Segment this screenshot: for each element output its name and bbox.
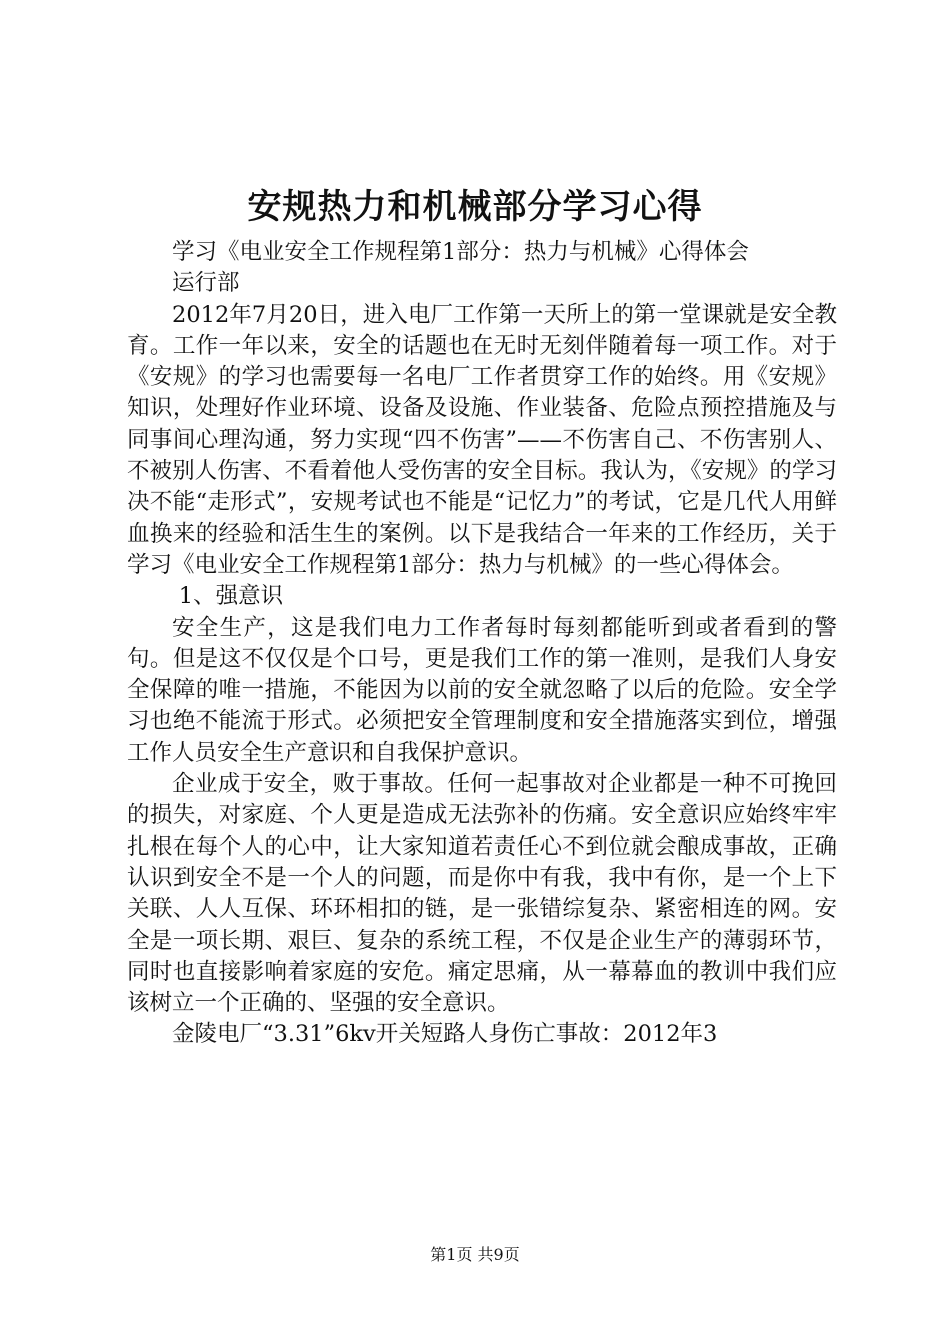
section-heading: 1、强意识 bbox=[178, 583, 284, 610]
subtitle-paragraph: 学习《电业安全工作规程第1部分：热力与机械》心得体会 bbox=[172, 239, 749, 265]
body-paragraph: 企业成于安全，败于事故。任何一起事故对企业都是一种不可挽回的损失，对家庭、个人更是造成无法弥补的伤痛。安全意识应始终牢牢扎根在每个人的心中，让大家知道若责任心不到位就会酿成事故，正确认识到安全不是一个人的问题，而是你中有我，我中有你，是一个上下关联、人人互保、环环相扣的链，是一张错综复杂、紧密相连的网。安全是一项长期、艰巨、复杂的系统工程，不仅是企业生产的薄弱环节，同时也直接影响着家庭的安危。痛定思痛，从一幕幕血的教训中我们应该树立一个正确的、坚强的安全意识。 bbox=[127, 771, 837, 1017]
document-body bbox=[127, 237, 837, 1051]
body-paragraph: 安全生产，这是我们电力工作者每时每刻都能听到或者看到的警句。但是这不仅仅是个口号，更是我们工作的第一准则，是我们人身安全保障的唯一措施，不能因为以前的安全就忽略了以后的危险。安全学习也绝不能流于形式。必须把安全管理制度和安全措施落实到位，增强工作人员安全生产意识和自我保护意识。 bbox=[127, 614, 837, 766]
page-footer: 第1页 共9页 bbox=[430, 1245, 520, 1264]
page-title: 安规热力和机械部分学习心得 bbox=[247, 187, 703, 227]
department-paragraph: 运行部 bbox=[172, 270, 240, 297]
body-paragraph: 金陵电厂“3.31”6kv开关短路人身伤亡事故：2012年3 bbox=[172, 1021, 718, 1048]
intro-paragraph: 2012年7月20日，进入电厂工作第一天所上的第一堂课就是安全教育。工作一年以来，安全的话题也在无时无刻伴随着每一项工作。对于《安规》的学习也需要每一名电厂工作者贯穿工作的始终。用《安规》知识，处理好作业环境、设备及设施、作业装备、危险点预控措施及与同事间心理沟通，努力实现“四不伤害”——不伤害自己、不伤害别人、不被别人伤害、不看着他人受伤害的安全目标。我认为，《安规》的学习决不能“走形式”，安规考试也不能是“记忆力”的考试，它是几代人用鲜血换来的经验和活生生的案例。以下是我结合一年来的工作经历，关于学习《电业安全工作规程第1部分：热力与机械》的一些心得体会。 bbox=[127, 301, 837, 578]
